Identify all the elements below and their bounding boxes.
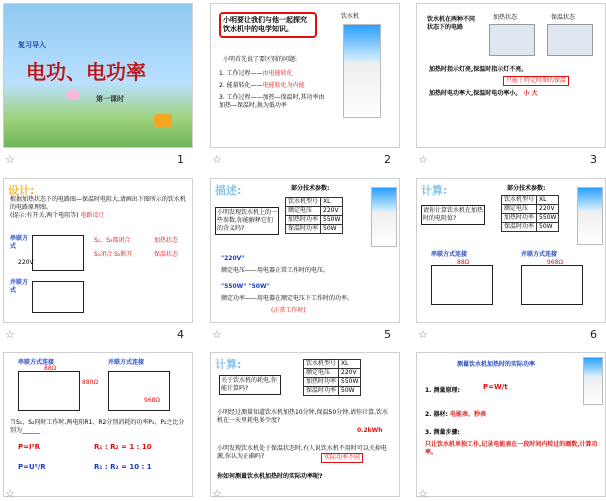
circuit-parallel [32,281,84,313]
dispenser-photo-heat [489,24,535,56]
slide-3-heading: 饮水机在两种不同状态下的电路 [427,16,476,31]
slide-number-6: 6 [590,328,597,341]
callout-bubble: 小明要让我们与他一起探究饮水机中的电学知识。 [219,12,317,38]
machine-label: 饮水机 [341,13,360,20]
circuit-parallel [108,371,170,411]
slide-number-5: 5 [384,328,391,341]
power-note: (正常工作时) [271,307,306,314]
slide-6[interactable] [416,178,606,323]
question-box: 请你计算饮水机在加热时的电阻值? [421,205,485,225]
slide-9-heading: 测量饮水机加热时的实际功率 [457,361,536,368]
slide-number-4: 4 [177,328,184,341]
spec-table: 饮水机型号 XL 额定电压 220V 加热时功率 550W 保温时功率 50W [285,197,343,234]
problem-2: 小明发现饮水机处于保温状态时,有人说饮水机不用时可以关掉电源,你认为正确吗? [217,445,387,460]
line-1: 加热时指示灯亮,保温时指示灯不亮。 [429,66,528,73]
star-icon: ☆ [212,153,222,166]
formula-2: P=U²/R [18,463,46,471]
slide-1[interactable] [3,3,193,148]
step-2-label: 2. 器材: 电能表、秒表 [425,411,487,418]
slide-6-heading: 计算: [421,184,448,197]
star-icon: ☆ [418,328,428,341]
heat-label: 加热状态 [493,14,518,21]
circuit-parallel [521,265,583,305]
slide-4-heading: 设计: [8,184,35,197]
children-icon [154,114,172,128]
intro-text: 小明首先说了要区别的问题: [223,56,298,63]
circuit-series [32,235,84,271]
spec-table: 饮水机型号 XL 额定电压 220V 加热时功率 550W 保温时功率 50W [501,195,559,232]
switch-note-1: S₁、S₂都闭合 [94,237,131,244]
formula: P=W/t [483,383,508,391]
option-series: 串联方式 [10,235,29,250]
question-3: 3. 工作过程——加热—保温时,其功率由加热—保温时,换为低功率 [219,94,325,109]
star-icon: ☆ [418,153,428,166]
slide-9[interactable] [416,352,606,497]
slide-8[interactable] [210,352,400,497]
star-icon: ☆ [5,153,15,166]
power-value: "550W" "50W" [221,283,270,290]
formula-1: P=I²R [18,443,41,451]
star-icon: ☆ [5,487,15,500]
kite-icon [66,90,80,100]
switch-note-2: S₁闭合 S₂断开 [94,251,133,258]
answer-2: 实际功率不同 [321,453,363,463]
star-icon: ☆ [212,487,222,500]
water-dispenser-image [577,187,603,245]
keep-label: 保温状态 [551,14,576,21]
parallel-label: 并联方式连接 [108,359,145,366]
ratio-question: 当S₁、S₂同时工作时,两电阻R1、R2分别消耗的功率P₁、P₂之比分别为______ [10,419,185,434]
slide-5-heading: 描述: [215,184,242,197]
step-1-label: 1. 测量原理: [425,387,460,394]
problem-3: 你如何测量饮水机加热时的实际功率呢? [217,473,323,480]
table-title: 部分技术参数: [291,185,330,192]
question-box: 小明发现饮水机上的一些参数,你能解释它们的含义吗? [215,207,279,235]
keep-state: 保温状态 [154,251,179,258]
slide-2[interactable] [210,3,400,148]
slide-4[interactable] [3,178,193,323]
step-3-text: 只让饮水机单独工作,记录电能表在一段时间内转过的圈数,计算功率。 [425,441,598,456]
circuit-series [18,371,80,411]
slide-number-2: 2 [384,153,391,166]
star-icon: ☆ [212,328,222,341]
option-parallel: 并联方式 [10,279,29,294]
r1-value: 88Ω [457,259,470,266]
callout-bubble: 关于饮水机的耗电,你能计算吗? [219,375,281,395]
ratio-1: R₁ : R₂ = 1 : 10 [94,443,152,451]
water-dispenser-image [371,187,397,247]
line-2: 加热时电功率大,保温时电功率小。 小 大 [429,90,538,97]
slide-4-hint: (提示:有开关,两个电阻等) 电路设计 [10,212,105,219]
slide-4-body: 根据加热状态下的电路图—保温时电阻大,请画出下图所示的饮水机的电路原理图。 [10,196,186,211]
question-2: 2. 能量转化——电能转化为内能 [219,82,305,89]
small-note: 只能于特定时期的保温 [503,76,569,86]
star-icon: ☆ [418,487,428,500]
slide-5[interactable] [210,178,400,323]
r3-value: 968Ω [144,397,161,404]
slide-1-title: 电功、电功率 [26,60,146,84]
water-dispenser-image [343,24,381,118]
r1-value: 88Ω [44,365,57,372]
slide-7[interactable] [3,352,193,497]
slide-number-3: 3 [590,153,597,166]
table-title: 部分技术参数: [507,185,546,192]
power-description: 额定功率——用电器在额定电压下工作时的功率。 [221,295,354,302]
problem-1: 小明经过测量知道饮水机加热10分钟,保温50分钟,请你计算,饮水机在一天里耗电多少度? [217,409,388,424]
circuit-series [431,265,493,305]
parallel-label: 并联方式连接 [521,251,558,258]
step-3-label: 3. 测量步骤: [425,429,460,436]
ratio-2: R₁ : R₂ = 10 : 1 [94,463,152,471]
r2-value: 880Ω [82,379,99,386]
dispenser-photo-keep [547,24,593,56]
star-icon: ☆ [5,328,15,341]
heat-state: 加热状态 [154,237,179,244]
slide-number-1: 1 [177,153,184,166]
series-label: 串联方式连接 [431,251,468,258]
question-1: 1. 工作过程——由电能转化 [219,70,293,77]
voltage-description: 额定电压——用电器正常工作时的电压。 [221,267,330,274]
series-label: 串联方式连接 [18,359,55,366]
water-dispenser-image [583,357,603,405]
spec-table: 饮水机型号 XL 额定电压 220V 加热时功率 550W 保温时功率 50W [303,359,361,396]
answer-1: 0.2kWh [357,427,383,434]
voltage-value: "220V" [221,255,245,262]
slide-1-subtitle: 第一课时 [96,95,124,103]
r2-value: 968Ω [547,259,564,266]
slide-1-kicker: 复习导入 [18,41,46,49]
slide-8-heading: 计算: [215,358,242,371]
slide-3[interactable] [416,3,606,148]
voltage-label: 220V [18,259,34,266]
